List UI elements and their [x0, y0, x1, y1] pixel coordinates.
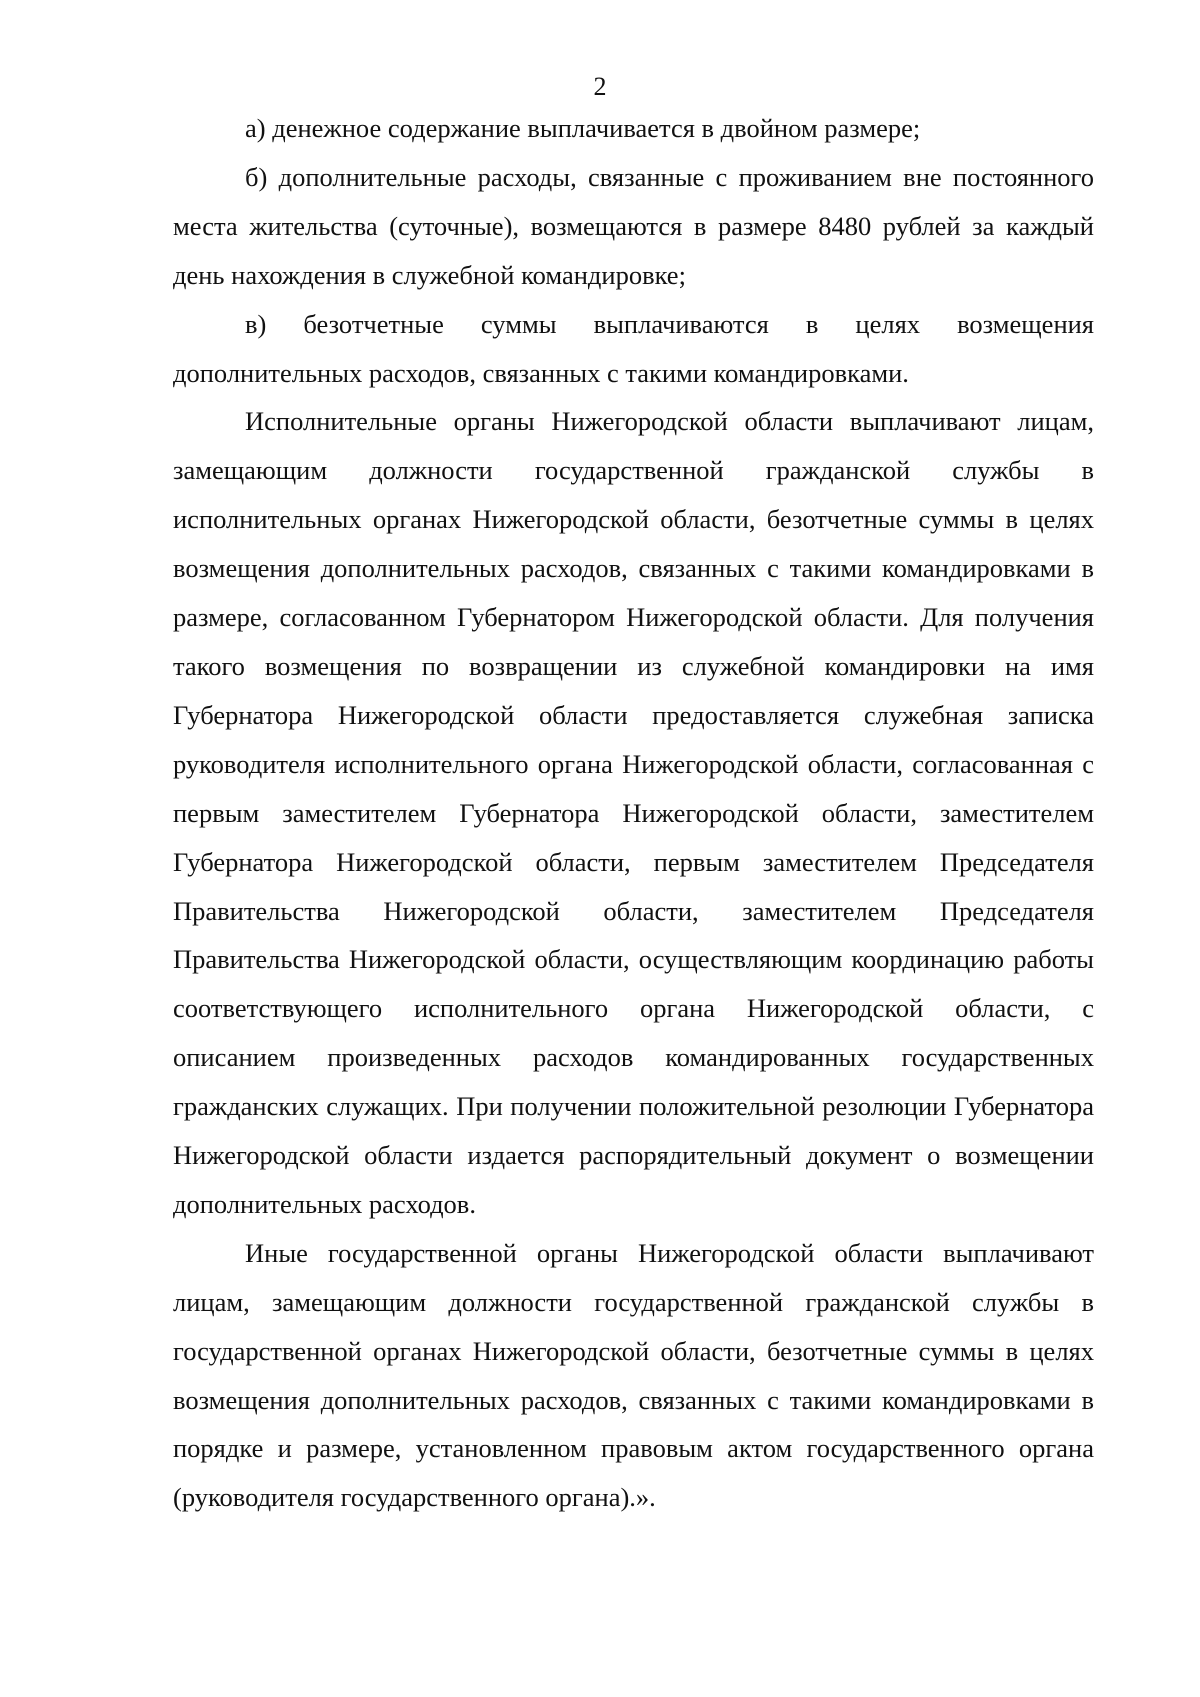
paragraph-executive-bodies: Исполнительные органы Нижегородской области выплачивают лицам, замещающим должности государственной гражданской службы в исполнительных органах Нижегородской области, безотчетные суммы в целях возмещения дополнительных расходов, связанных с такими командировками в размере, согласованном Губернатором Нижегородской области. Для получения такого возмещения по возвращении из служебной командировки на имя Губернатора Нижегородской области предоставляется служебная записка руководителя исполнительного органа Нижегородской области, согласованная с первым заместителем Губернатора Нижегородской области, заместителем Губернатора Нижегородской области, первым заместителем Председателя Правительства Нижегородской области, заместителем Председателя Правительства Нижегородской области, осуществляющим координацию работы соответствующего исполнительного органа Нижегородской области, с описанием произведенных расходов командированных государственных гражданских служащих. При получении положительной резолюции Губернатора Нижегородской области издается распорядительный документ о возмещении дополнительных расходов.: [173, 406, 1094, 1219]
paragraph-other-state-bodies: Иные государственной органы Нижегородской области выплачивают лицам, замещающим должности государственной гражданской службы в государственной органах Нижегородской области, безотчетные суммы в целях возмещения дополнительных расходов, связанных с такими командировками в порядке и размере, установленном правовым актом государственного органа (руководителя государственного органа).».: [173, 1237, 1094, 1513]
page-number: 2: [593, 72, 607, 101]
paragraph-item-v: в) безотчетные суммы выплачиваются в целях возмещения дополнительных расходов, связанных с такими командировками.: [173, 308, 1094, 388]
document-body: [173, 104, 1094, 1522]
paragraph-item-a: а) денежное содержание выплачивается в двойном размере;: [245, 113, 921, 143]
paragraph-item-b: б) дополнительные расходы, связанные с проживанием вне постоянного места жительства (суточные), возмещаются в размере 8480 рублей за каждый день нахождения в служебной командировке;: [173, 161, 1094, 290]
